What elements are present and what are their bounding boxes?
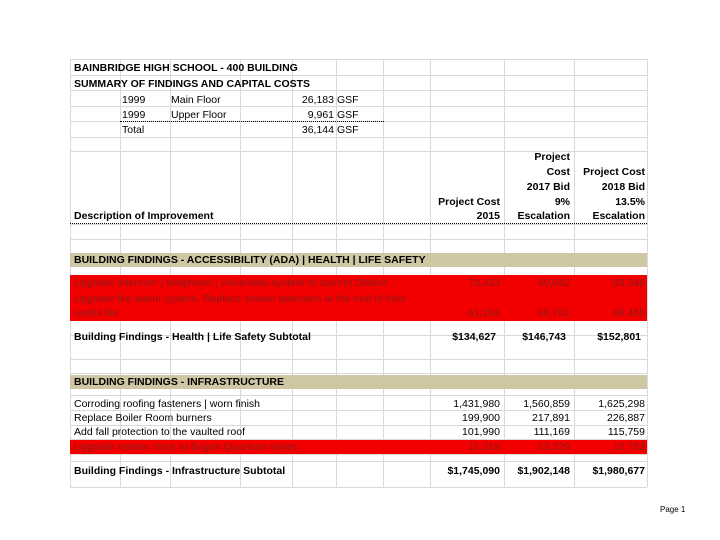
- col1-header-line1: Project Cost: [438, 196, 500, 208]
- col2-header-line1: Project: [534, 151, 570, 163]
- col3-header-line1: Project Cost: [583, 166, 645, 178]
- page-number: Page 1: [660, 505, 686, 514]
- finding-row: Corroding roofing fasteners | worn finish 1,431,980 1,560,859 1,625,298: [74, 398, 645, 410]
- report-title: BAINBRIDGE HIGH SCHOOL - 400 BUILDING: [74, 62, 298, 74]
- col2-header-line3: 2017 Bid: [526, 181, 570, 193]
- col3-header-line4: Escalation: [592, 210, 645, 222]
- col2-header-line4: 9%: [554, 196, 570, 208]
- col1-header-line2: 2015: [476, 210, 500, 222]
- col2-header-line5: Escalation: [517, 210, 570, 222]
- col3-header-line3: 13.5%: [615, 196, 645, 208]
- col2-header-line2: Cost: [546, 166, 570, 178]
- description-header: Description of Improvement: [74, 210, 214, 222]
- finding-row: Add fall protection to the vaulted roof 101,990 111,169 115,759: [74, 426, 645, 438]
- finding-row: Upgrade fire alarm system. Replace smoke detectors at the end of their useful life 61,194 66,701 69,455: [70, 291, 647, 321]
- section-band-infrastructure: BUILDING FINDINGS - INFRASTRUCTURE: [70, 375, 647, 389]
- finding-row: Upgrade master clock to Bogen Quantum series 11,219 12,229 12,733: [70, 440, 647, 454]
- spreadsheet-page: BAINBRIDGE HIGH SCHOOL - 400 BUILDING SUMMARY OF FINDINGS AND CAPITAL COSTS 1999 Main Floor 26,183 GSF 1999 Upper Floor 9,961 GSF Total 36,144 GSF Description of Improvement Project Cost 2015 Project Cost 2017 Bid 9% Escalation Project Cost 2018 Bid 13.5% Escalation BUILDING FINDINGS - ACCESSIBILITY (ADA) | HEALTH | LIFE SAFETY Upgrade intercom | telephone | voice/data system to current District 73,433 80,042 83,346 Upgrade fire alarm system. Replace smoke detectors at the end of their useful life 61,194 66,701 69,455 Building Findings - Health | Life Safety Subtotal $134,627 $146,743 $152,801 BUILDING FINDINGS - INFRASTRUCTURE Corroding roofing fasteners | worn finish 1,431,980 1,560,859 1,625,298 Replace Boiler Room burners 199,900 217,891 226,887 Add fall protection to the vaulted roof 101,990 111,169 115,759 Upgrade master clock to Bogen Quantum series 11,219 12,229 12,733 Building Findings - Infrastructure Subtotal $1,745,090 $1,902,148 $1,980,677: [70, 59, 647, 487]
- finding-row: Upgrade intercom | telephone | voice/data system to current District 73,433 80,042 83,346: [70, 275, 647, 291]
- section-band-accessibility: BUILDING FINDINGS - ACCESSIBILITY (ADA) | HEALTH | LIFE SAFETY: [70, 253, 647, 267]
- finding-row: Replace Boiler Room burners 199,900 217,891 226,887: [74, 412, 645, 424]
- col3-header-line2: 2018 Bid: [601, 181, 645, 193]
- report-subtitle: SUMMARY OF FINDINGS AND CAPITAL COSTS: [74, 78, 311, 90]
